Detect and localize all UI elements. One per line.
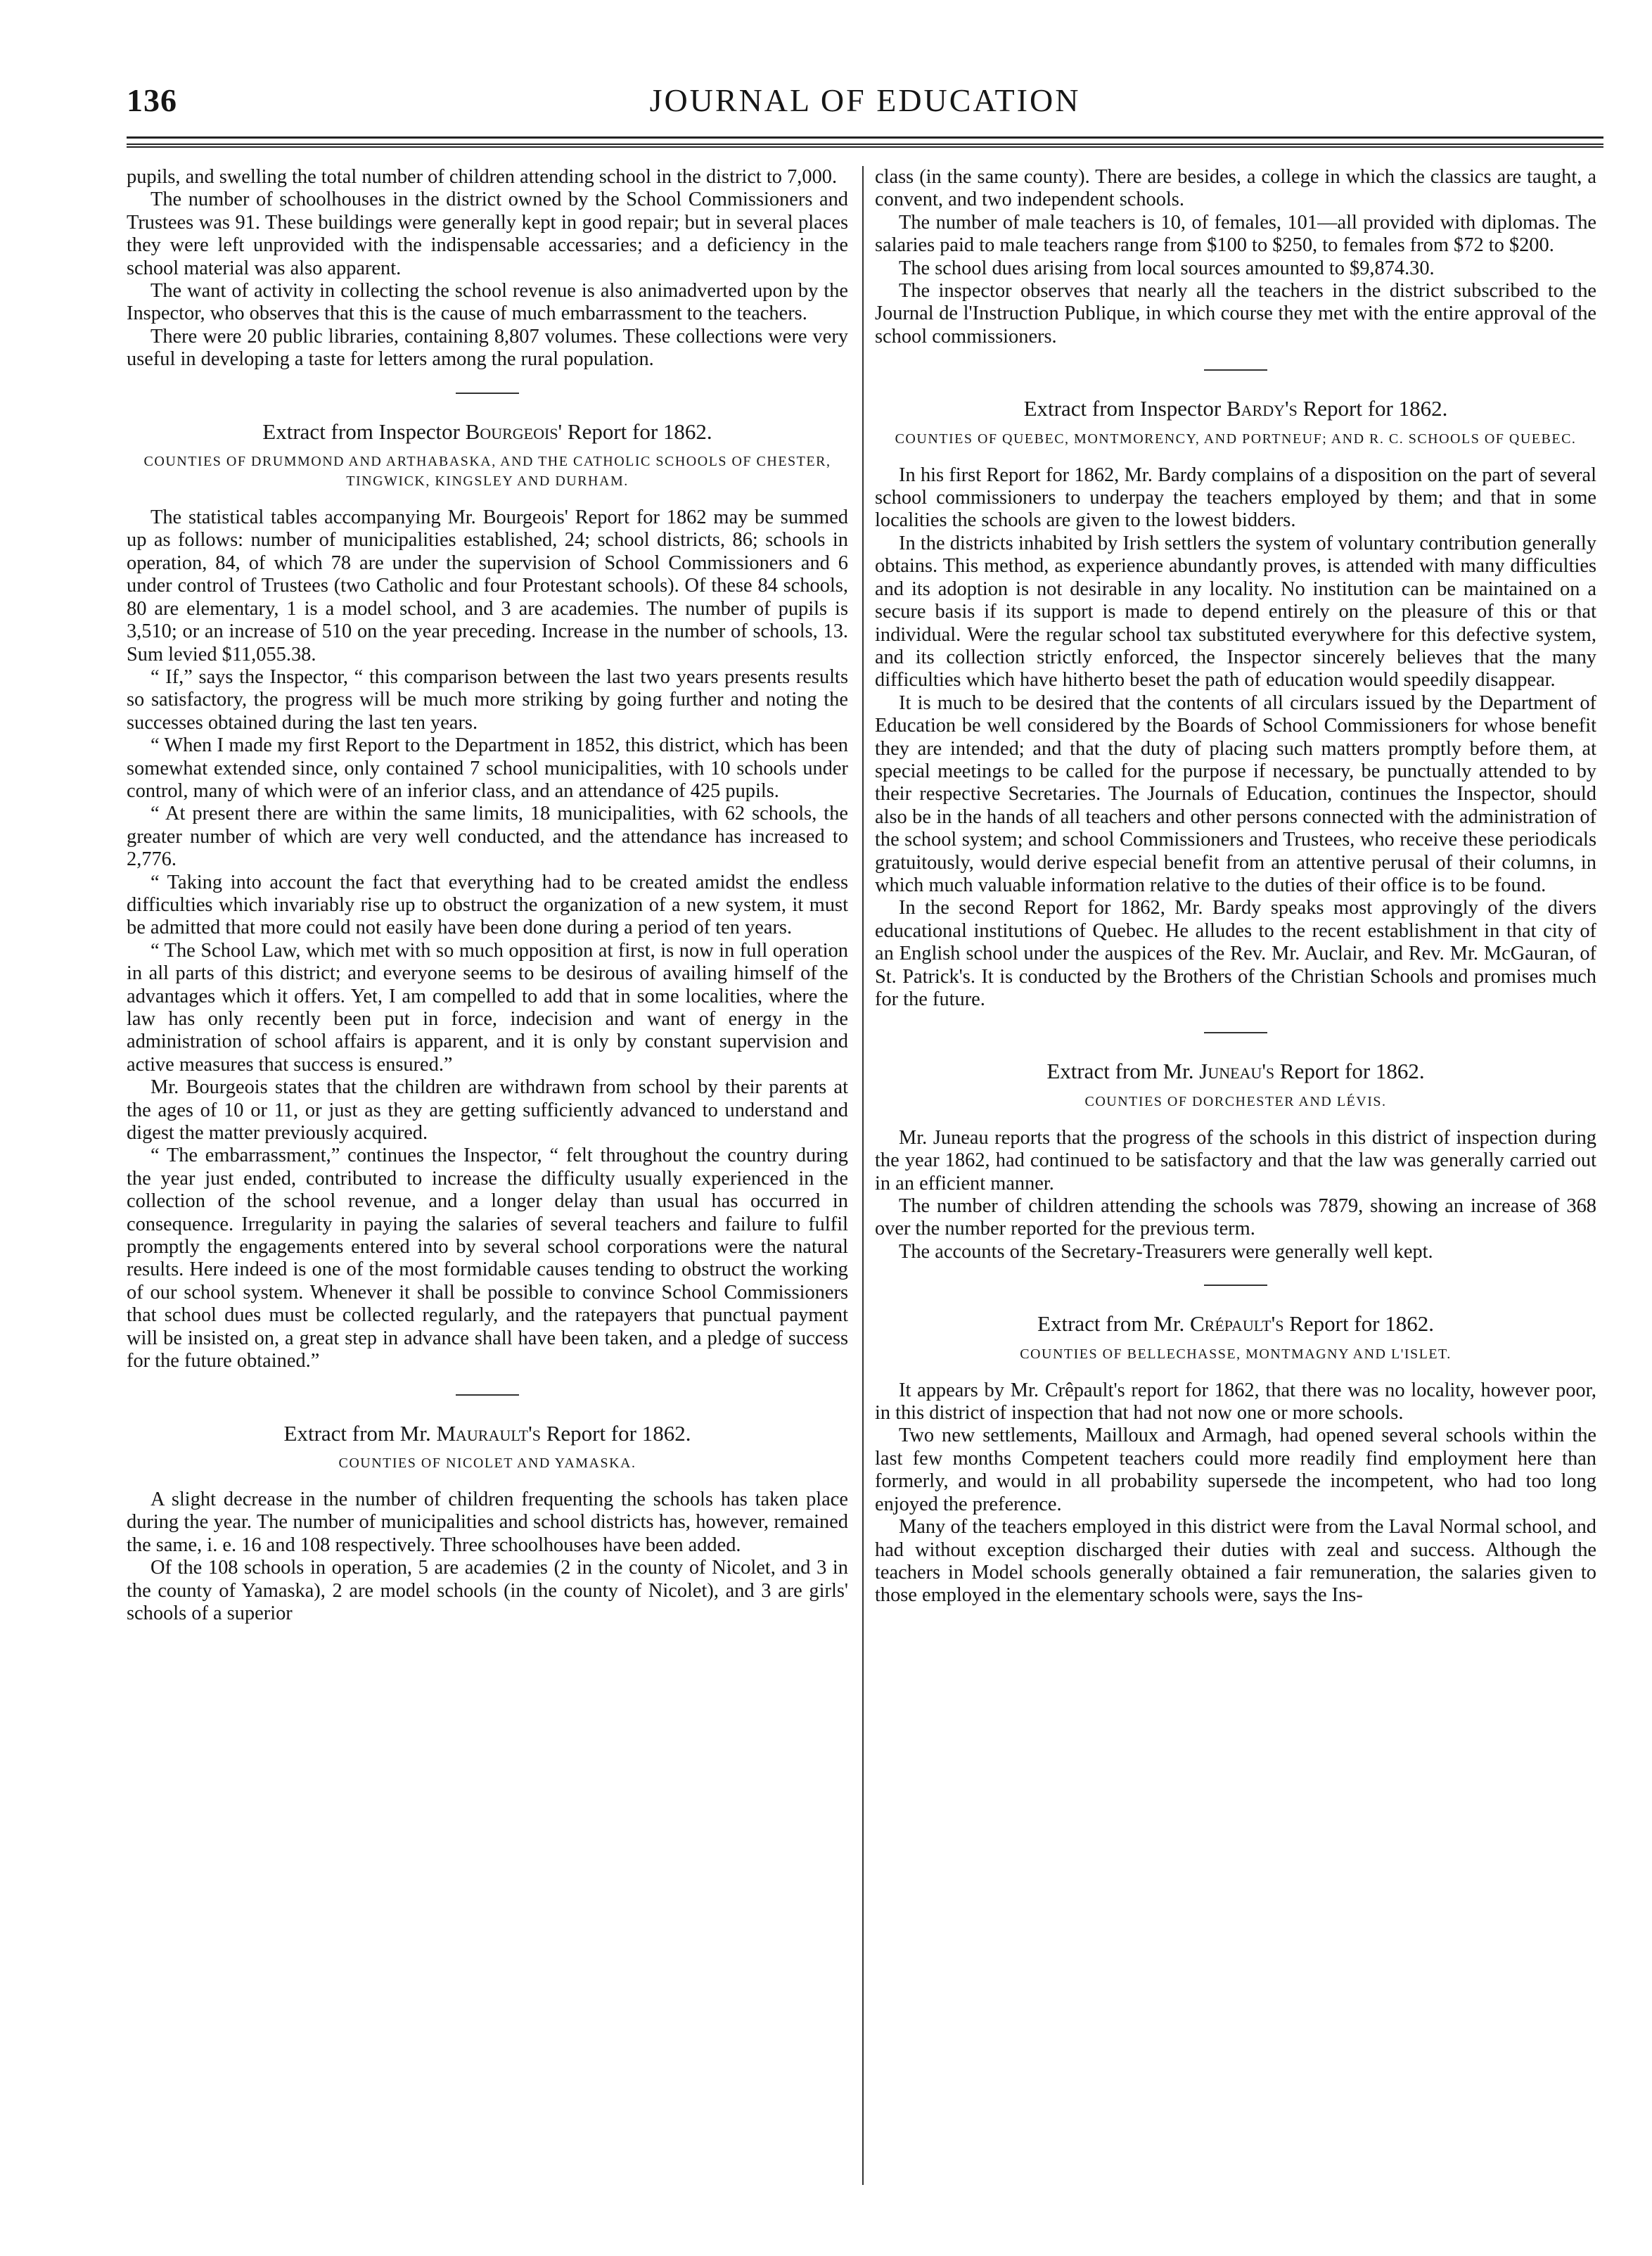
paragraph: In his first Report for 1862, Mr. Bardy complains of a disposition on the part of several school commissioners to underpay the teachers employed by them; and that in some localities the schools are given to the lowest bidders. [875, 464, 1596, 532]
inspector-name: Juneau's [1199, 1059, 1275, 1084]
title-suffix: Report for 1862. [567, 419, 712, 444]
title-suffix: Report for 1862. [1289, 1311, 1434, 1337]
paragraph: In the second Report for 1862, Mr. Bardy speaks most approvingly of the divers educational institutions of Quebec. He alludes to the recent establishment in that city of an English school under the auspices of the Rev. Mr. Auclair, and Rev. Mr. McGauran, of St. Patrick's. It is conducted by the Brothers of the Christian Schools and promises much for the future. [875, 897, 1596, 1010]
paragraph: It appears by Mr. Crêpault's report for 1862, that there was no locality, however poor, in this district of inspection that had not now one or more schools. [875, 1379, 1596, 1425]
paragraph: The school dues arising from local sources amounted to $9,874.30. [899, 257, 1435, 279]
paragraph: The accounts of the Secretary-Treasurers were generally well kept. [899, 1240, 1433, 1263]
paragraph: A slight decrease in the number of children frequenting the schools has taken place during the year. The number of municipalities and school districts has, however, remained the same, i. e. 16 and 108 respectively. Three schoolhouses have been added. [127, 1488, 848, 1556]
inspector-name: Bardy's [1226, 396, 1298, 421]
section-separator [1204, 369, 1267, 371]
paragraph: Of the 108 schools in operation, 5 are academies (2 in the county of Nicolet, and 3 in the county of Yamaska), 2 are model schools (in the county of Nicolet), and 3 are girls' schools of a superior [127, 1557, 848, 1624]
paragraph: The inspector observes that nearly all the teachers in the district subscribed to the Journal de l'Instruction Publique, in which course they met with the entire approval of the school commissioners. [875, 280, 1596, 348]
counties-heading: COUNTIES OF DORCHESTER AND LÉVIS. [1084, 1093, 1387, 1109]
paragraph: There were 20 public libraries, containing 8,807 volumes. These collections were very useful in developing a taste for letters among the rural population. [127, 325, 848, 371]
title-suffix: Report for 1862. [1302, 396, 1448, 421]
header-double-rule [127, 144, 1603, 148]
paragraph: The number of children attending the schools was 7879, showing an increase of 368 over the number reported for the previous term. [875, 1195, 1596, 1240]
paragraph: Mr. Bourgeois states that the children are withdrawn from school by their parents at the ages of 10 or 11, or just as they are getting sufficiently advanced to understand and digest the matter previously acquired. [127, 1076, 848, 1145]
title-prefix: Extract from Inspector [262, 419, 460, 444]
extract-title-juneau [875, 1060, 1596, 1083]
title-prefix: Extract from Mr. [1037, 1311, 1185, 1337]
paragraph: “ If,” says the Inspector, “ this comparison between the last two years presents results so satisfactory, the progress will be much more striking by going further and noting the successes obtained during the last ten years. [127, 665, 848, 734]
column-divider [862, 166, 864, 2185]
title-prefix: Extract from Inspector [1023, 396, 1222, 421]
extract-title-maurault [127, 1422, 848, 1445]
extract-title-bardy [875, 397, 1596, 420]
paragraph: Mr. Juneau reports that the progress of the schools in this district of inspection during the year 1862, had continued to be satisfactory and that the law was generally carried out in an efficient manner. [875, 1126, 1596, 1194]
inspector-name: Bourgeois' [465, 419, 563, 444]
paragraph: class (in the same county). There are besides, a college in which the classics are taught, a convent, and two independent schools. [875, 166, 1596, 211]
header-rule [127, 136, 1603, 139]
counties-heading: COUNTIES OF BELLECHASSE, MONTMAGNY AND L'ISLET. [1020, 1346, 1452, 1362]
title-suffix: Report for 1862. [546, 1420, 691, 1446]
counties-heading: COUNTIES OF DRUMMOND AND ARTHABASKA, AND THE CATHOLIC SCHOOLS OF CHESTER, TINGWICK, KINGSLEY AND DURHAM. [143, 454, 831, 490]
paragraph: The number of male teachers is 10, of females, 101—all provided with diplomas. The salaries paid to male teachers range from $100 to $250, to females from $72 to $200. [875, 211, 1596, 257]
section-separator [1204, 1032, 1267, 1033]
paragraph: “ The embarrassment,” continues the Inspector, “ felt throughout the country during the year just ended, contributed to increase the difficulty usually experienced in the collection of the school revenue, and a longer delay than usual has occurred in consequence. Irregularity in paying the salaries of several teachers and failure to fulfil promptly the engagements entered into by several school corporations were the natural results. Here indeed is one of the most formidable causes tending to obstruct the working of our school system. Whenever it shall be possible to convince School Commissioners that school dues must be collected regularly, and the ratepayers that punctual payment will be insisted on, a great step in advance shall have been taken, and a pledge of success for the future obtained.” [127, 1145, 848, 1372]
paragraph: It is much to be desired that the contents of all circulars issued by the Department of Education be well considered by the Boards of School Commissioners for whose benefit they are intended; and that the duty of placing such matters promptly before them, at special meetings to be called for the purpose if necessary, be punctually attended to by their respective Secretaries. The Journals of Education, continues the Inspector, should also be in the hands of all teachers and other persons connected with the administration of the school system; and school Commissioners and Trustees, who receive these periodicals gratuitously, would derive especial benefit from an attentive perusal of their columns, in which much valuable information relative to the duties of their office is to be found. [875, 692, 1596, 896]
paragraph: The want of activity in collecting the school revenue is also animadverted upon by the Inspector, who observes that this is the cause of much embarrassment to the teachers. [127, 280, 848, 325]
paragraph: “ The School Law, which met with so much opposition at first, is now in full operation in all parts of this district; and everyone seems to be desirous of availing himself of the advantages which it offers. Yet, I am compelled to add that in some localities, where the law has only recently been put in force, indecision and want of energy in the administration of school affairs is apparent, and it is only by constant supervision and active measures that success is ensured.” [127, 939, 848, 1076]
paragraph: Two new settlements, Mailloux and Armagh, had opened several schools within the last few months Competent teachers could more readily find employment here than formerly, and would in all probability supersede the incompetent, who had too long enjoyed the preference. [875, 1425, 1596, 1515]
section-separator [1204, 1285, 1267, 1286]
left-column [127, 166, 848, 2192]
paragraph: In the districts inhabited by Irish settlers the system of voluntary contribution generally obtains. This method, as experience abundantly proves, is attended with many difficulties and its adoption is not desirable in any locality. No institution can be maintained on a secure basis if its support is made to depend entirely on the pleasure of this or that individual. Were the regular school tax substituted everywhere for this defective system, and its collection strictly enforced, the Inspector sincerely believes that the many difficulties which have hitherto beset the path of education would speedily disappear. [875, 532, 1596, 692]
title-prefix: Extract from Mr. [1046, 1059, 1194, 1084]
paragraph: “ Taking into account the fact that everything had to be created amidst the endless difficulties which invariably rise up to obstruct the organization of a new system, it must be admitted that more could not easily have been done during a period of ten years. [127, 871, 848, 939]
page-header [127, 82, 1603, 138]
extract-title-crepault [875, 1313, 1596, 1335]
paragraph: The number of schoolhouses in the district owned by the School Commissioners and Trustees was 91. These buildings were generally kept in good repair; but in several places they were left unprovided with the indispensable accessaries; and a deficiency in the school material was also apparent. [127, 189, 848, 279]
right-column [875, 166, 1596, 2192]
title-suffix: Report for 1862. [1279, 1059, 1425, 1084]
paragraph: The statistical tables accompanying Mr. Bourgeois' Report for 1862 may be summed up as follows: number of municipalities established, 24; school districts, 86; schools in operation, 84, of which 78 are under the supervision of School Commissioners and 6 under control of Trustees (two Catholic and four Protestant schools). Of these 84 schools, 80 are elementary, 1 is a model school, and 3 are academies. The number of pupils is 3,510; or an increase of 510 on the year preceding. Increase in the number of schools, 13. Sum levied $11,055.38. [127, 506, 848, 665]
counties-heading: COUNTIES OF QUEBEC, MONTMORENCY, AND PORTNEUF; AND R. C. SCHOOLS OF QUEBEC. [895, 431, 1577, 447]
section-separator [456, 1394, 519, 1396]
section-separator [456, 393, 519, 394]
inspector-name: Crépault's [1189, 1311, 1284, 1337]
counties-heading: COUNTIES OF NICOLET AND YAMASKA. [338, 1455, 636, 1471]
paragraph: “ When I made my first Report to the Department in 1852, this district, which has been somewhat extended since, only contained 7 school municipalities, with 10 schools under control, many of which were of an inferior class, and an attendance of 425 pupils. [127, 734, 848, 802]
extract-title-bourgeois [127, 421, 848, 443]
page-number: 136 [127, 82, 177, 118]
inspector-name: Maurault's [436, 1420, 541, 1446]
paragraph: Many of the teachers employed in this district were from the Laval Normal school, and had without exception discharged their duties with zeal and success. Although the teachers in Model schools generally obtained a fair remuneration, the salaries given to those employed in the elementary schools were, says the Ins- [875, 1516, 1596, 1607]
paragraph: pupils, and swelling the total number of children attending school in the district to 7,000. [127, 166, 838, 188]
paragraph: “ At present there are within the same limits, 18 municipalities, with 62 schools, the greater number of which are very well conducted, and the attendance has increased to 2,776. [127, 803, 848, 871]
running-title: JOURNAL OF EDUCATION [649, 82, 1081, 118]
title-prefix: Extract from Mr. [283, 1420, 431, 1446]
